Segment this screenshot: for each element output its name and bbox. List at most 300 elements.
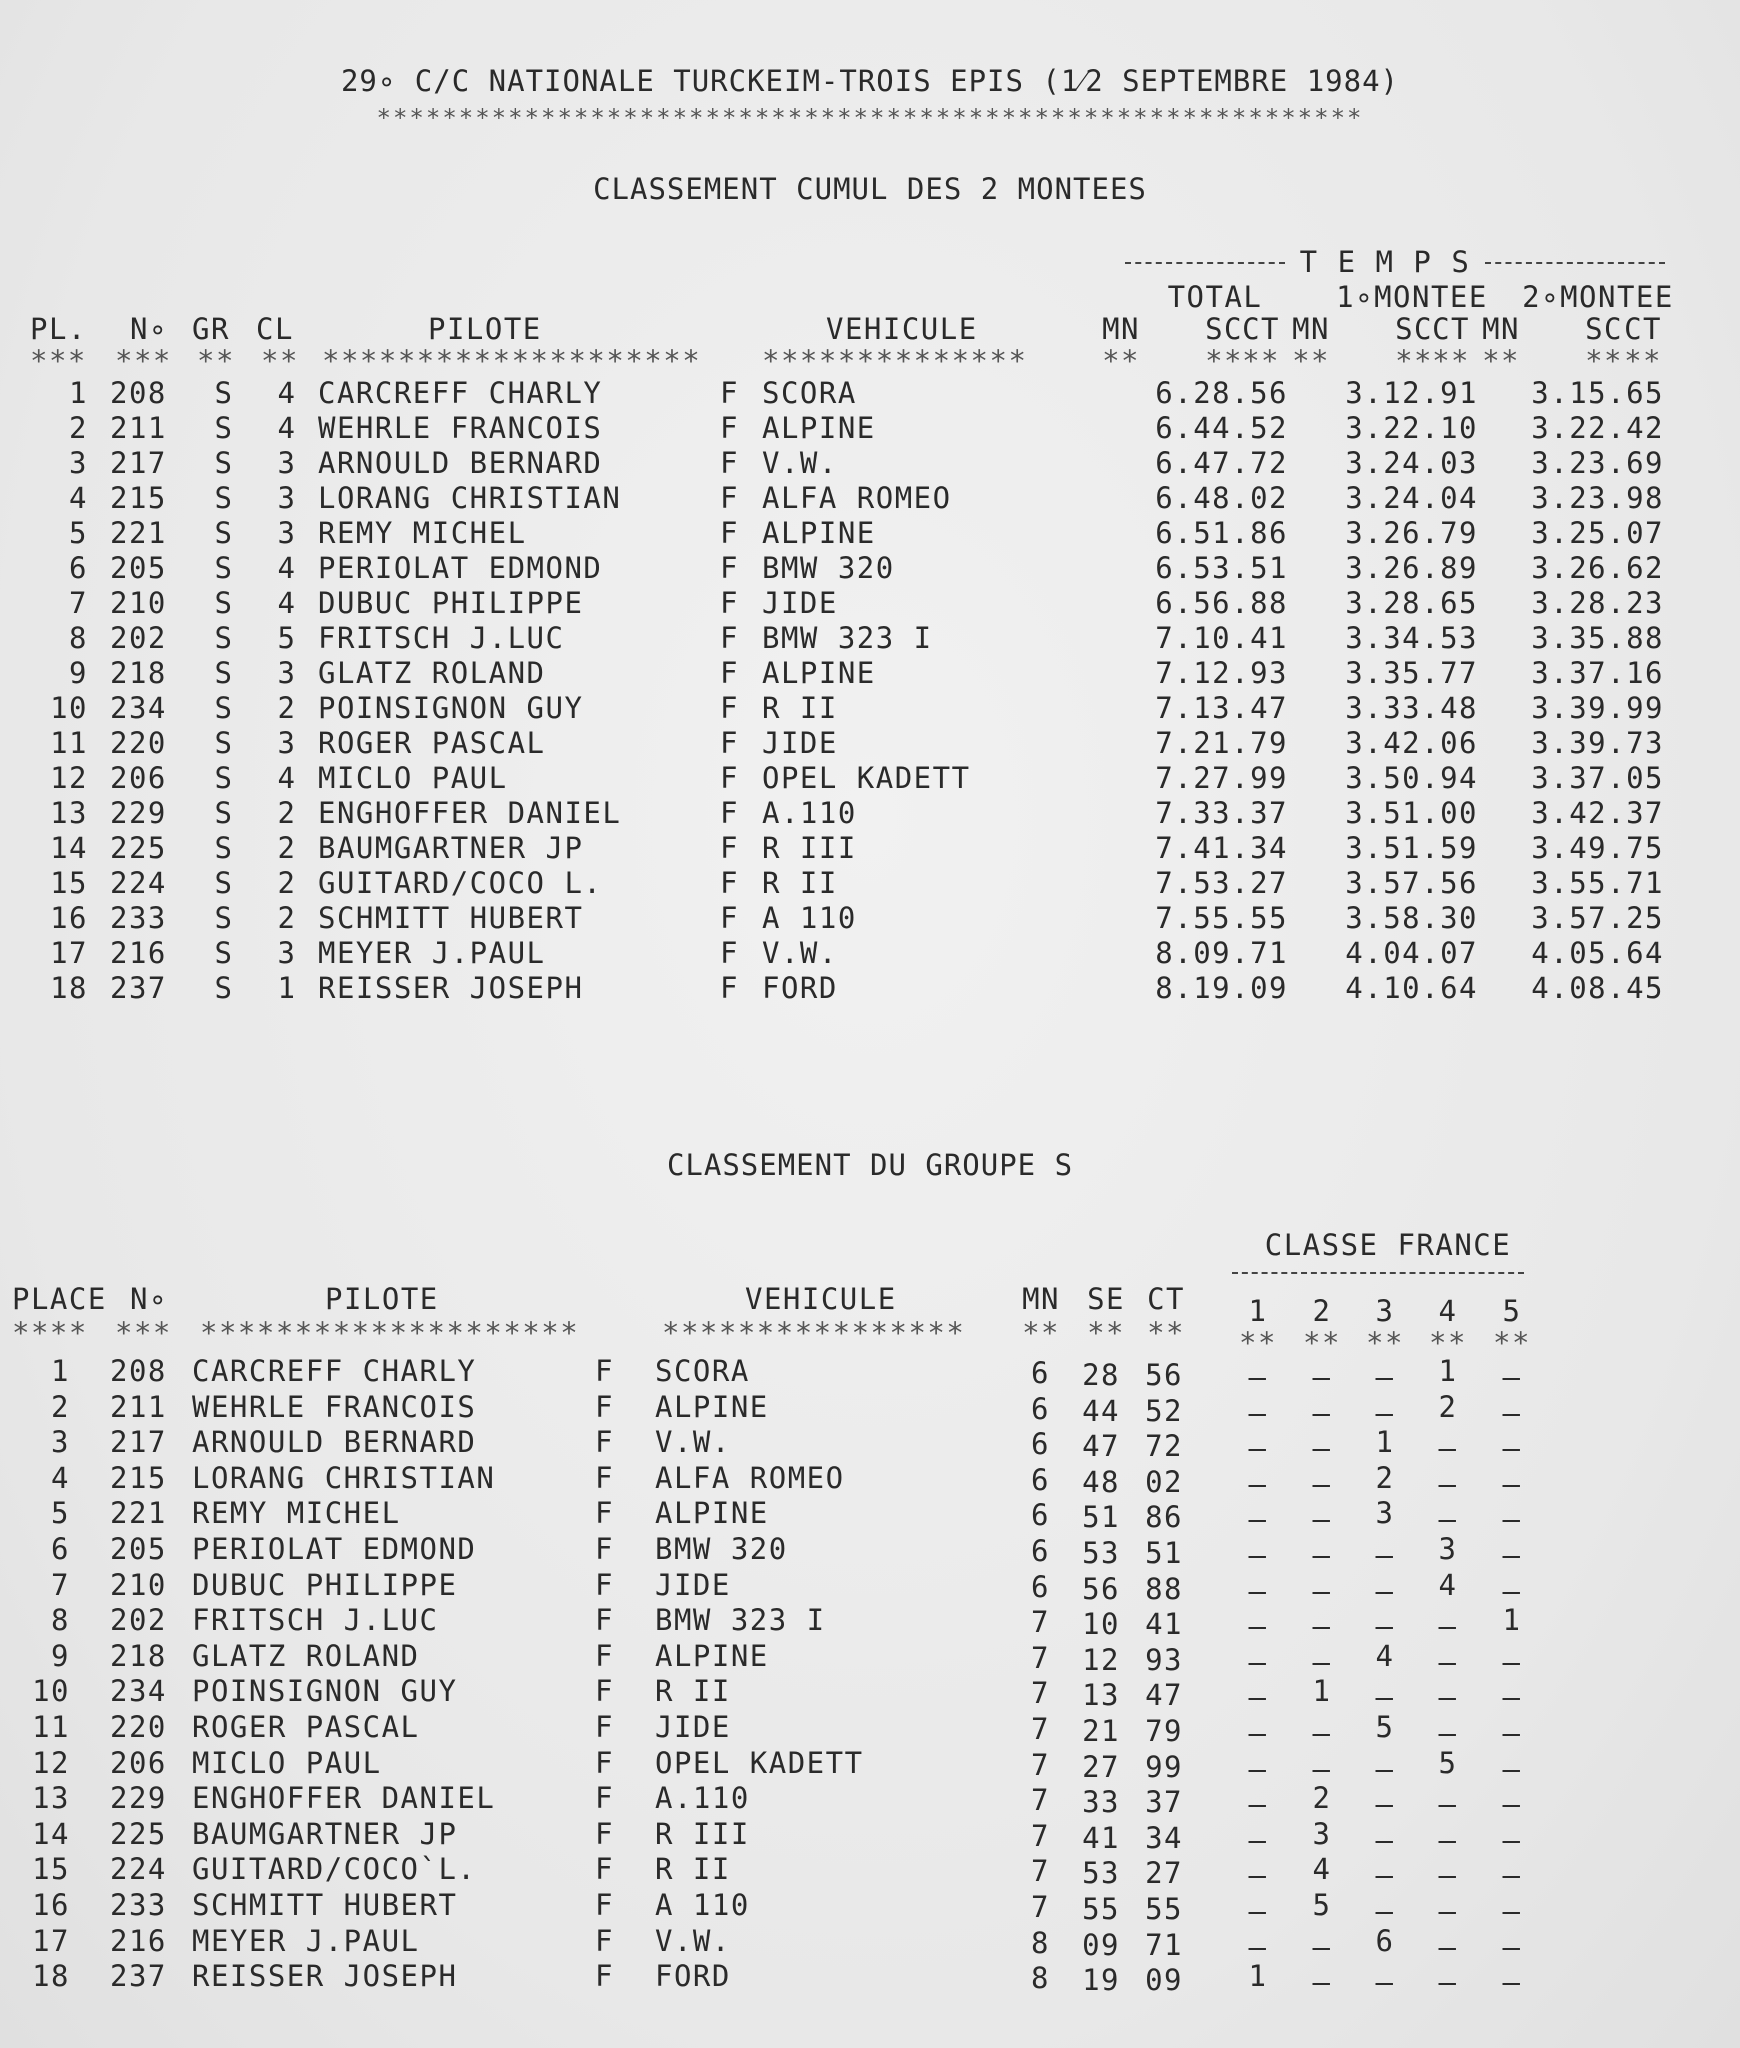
row-class-1: – bbox=[1248, 1538, 1268, 1572]
row-number: 206 bbox=[110, 1745, 167, 1780]
row-vehicule: R II bbox=[762, 866, 838, 900]
row-class: 4 bbox=[277, 761, 297, 795]
row-montee1-time: 3.35.77 bbox=[1345, 656, 1478, 690]
row-nationality: F bbox=[595, 1638, 614, 1673]
row-place: 13 bbox=[50, 796, 88, 830]
row-class-3: – bbox=[1375, 1360, 1395, 1394]
row-vehicule: R II bbox=[655, 1674, 731, 1709]
row-class-3: 6 bbox=[1375, 1923, 1395, 1958]
row-class-4: – bbox=[1438, 1858, 1458, 1893]
row-group: S bbox=[214, 446, 234, 480]
row-place: 12 bbox=[50, 761, 88, 795]
row-number: 237 bbox=[110, 1959, 167, 1994]
row-pilote: BAUMGARTNER JP bbox=[192, 1816, 458, 1851]
row-vehicule: R III bbox=[762, 831, 857, 865]
stars-place: **** bbox=[12, 1316, 88, 1350]
row-group: S bbox=[214, 726, 234, 760]
row-hundredths: 34 bbox=[1145, 1820, 1183, 1855]
row-nationality: F bbox=[720, 901, 739, 935]
row-total-time: 6.44.52 bbox=[1155, 411, 1288, 445]
row-minutes: 6 bbox=[1031, 1356, 1050, 1390]
row-montee1-time: 3.24.04 bbox=[1345, 481, 1478, 515]
row-total-time: 7.53.27 bbox=[1155, 866, 1288, 900]
header-vehicule: VEHICULE bbox=[745, 1282, 897, 1316]
header-cl: CL bbox=[256, 312, 294, 346]
row-group: S bbox=[214, 621, 234, 655]
row-hundredths: 52 bbox=[1145, 1393, 1183, 1428]
row-hundredths: 27 bbox=[1145, 1856, 1183, 1891]
row-class-1: – bbox=[1248, 1822, 1268, 1857]
row-class-1: – bbox=[1248, 1466, 1268, 1501]
row-number: 217 bbox=[110, 446, 167, 480]
row-place: 17 bbox=[32, 1923, 70, 1958]
row-montee2-time: 3.28.23 bbox=[1531, 586, 1664, 620]
row-pilote: REMY MICHEL bbox=[192, 1496, 401, 1531]
row-montee2-time: 3.57.25 bbox=[1531, 901, 1664, 935]
row-class-4: – bbox=[1438, 1431, 1458, 1466]
row-vehicule: R II bbox=[655, 1852, 731, 1887]
row-class-5: – bbox=[1502, 1395, 1522, 1430]
row-group: S bbox=[214, 691, 234, 725]
row-class: 2 bbox=[277, 691, 297, 725]
row-nationality: F bbox=[720, 656, 739, 690]
row-place: 8 bbox=[51, 1603, 70, 1638]
row-number: 218 bbox=[110, 1638, 167, 1673]
row-class-1: 1 bbox=[1248, 1959, 1268, 1994]
row-group: S bbox=[214, 656, 234, 690]
row-montee1-time: 3.58.30 bbox=[1345, 901, 1478, 935]
row-pilote: GUITARD/COCO L. bbox=[318, 866, 603, 900]
row-seconds: 53 bbox=[1082, 1856, 1120, 1891]
header-pilote: PILOTE bbox=[428, 312, 542, 346]
row-class-2: 2 bbox=[1312, 1781, 1332, 1816]
row-class-5: 1 bbox=[1502, 1603, 1522, 1638]
row-number: 202 bbox=[110, 621, 167, 655]
row-class-2: – bbox=[1312, 1360, 1332, 1394]
row-place: 6 bbox=[51, 1532, 70, 1566]
row-vehicule: A.110 bbox=[655, 1781, 750, 1816]
row-place: 10 bbox=[50, 691, 88, 725]
row-class-1: – bbox=[1248, 1716, 1268, 1750]
row-number: 210 bbox=[110, 586, 167, 620]
row-nationality: F bbox=[595, 1425, 614, 1460]
header-pilote: PILOTE bbox=[325, 1282, 439, 1316]
row-class-5: – bbox=[1502, 1787, 1522, 1822]
row-seconds: 10 bbox=[1082, 1607, 1120, 1642]
row-class-4: – bbox=[1438, 1787, 1458, 1822]
row-group: S bbox=[214, 516, 234, 550]
row-montee2-time: 4.05.64 bbox=[1531, 936, 1664, 970]
row-vehicule: V.W. bbox=[762, 446, 838, 480]
row-pilote: PERIOLAT EDMOND bbox=[318, 551, 603, 585]
row-number: 220 bbox=[110, 1710, 167, 1744]
row-number: 202 bbox=[110, 1603, 167, 1638]
row-vehicule: JIDE bbox=[655, 1567, 731, 1602]
row-montee2-time: 3.37.05 bbox=[1531, 761, 1664, 795]
header-total-mn: MN bbox=[1102, 312, 1140, 346]
row-class-2: 4 bbox=[1312, 1852, 1332, 1887]
row-pilote: ROGER PASCAL bbox=[192, 1710, 420, 1744]
stars-pl: *** bbox=[30, 344, 87, 378]
row-class-2: – bbox=[1312, 1538, 1332, 1572]
stars-vehicule: **************** bbox=[662, 1316, 966, 1350]
header-m2-sc: SC bbox=[1585, 312, 1623, 346]
row-nationality: F bbox=[595, 1567, 614, 1602]
stars-vehicule: ************** bbox=[762, 344, 1028, 378]
row-nationality: F bbox=[720, 411, 739, 445]
title-underline-stars: ************************************************************ bbox=[376, 104, 1364, 132]
row-class-5: – bbox=[1502, 1894, 1522, 1928]
row-minutes: 7 bbox=[1031, 1747, 1050, 1782]
row-seconds: 44 bbox=[1082, 1393, 1120, 1428]
row-number: 211 bbox=[110, 411, 167, 445]
row-montee2-time: 3.23.69 bbox=[1531, 446, 1664, 480]
row-pilote: SCHMITT HUBERT bbox=[318, 901, 584, 935]
header-m1-ct: CT bbox=[1432, 312, 1470, 346]
row-number: 216 bbox=[110, 1923, 167, 1958]
row-pilote: CARCREFF CHARLY bbox=[318, 376, 603, 410]
row-class-5: – bbox=[1502, 1573, 1522, 1608]
row-hundredths: 37 bbox=[1145, 1785, 1183, 1820]
row-class-1: – bbox=[1248, 1680, 1268, 1715]
row-place: 12 bbox=[32, 1745, 70, 1780]
row-number: 210 bbox=[110, 1567, 167, 1602]
row-pilote: CARCREFF CHARLY bbox=[192, 1354, 477, 1388]
row-class-4: 3 bbox=[1438, 1532, 1458, 1566]
row-minutes: 7 bbox=[1031, 1676, 1050, 1711]
row-group: S bbox=[214, 551, 234, 585]
row-seconds: 33 bbox=[1082, 1785, 1120, 1820]
row-nationality: F bbox=[595, 1354, 614, 1388]
row-pilote: DUBUC PHILIPPE bbox=[318, 586, 584, 620]
row-nationality: F bbox=[595, 1745, 614, 1780]
row-class-4: – bbox=[1438, 1965, 1458, 2000]
header-total-sc: SC bbox=[1205, 312, 1243, 346]
row-place: 14 bbox=[50, 831, 88, 865]
row-place: 3 bbox=[51, 1425, 70, 1460]
row-vehicule: ALPINE bbox=[655, 1496, 769, 1531]
row-pilote: ENGHOFFER DANIEL bbox=[318, 796, 622, 830]
stars-m2-sc: ** bbox=[1585, 344, 1623, 378]
temps-label: T E M P S bbox=[1299, 245, 1471, 279]
row-class: 2 bbox=[277, 831, 297, 865]
row-nationality: F bbox=[595, 1959, 614, 1994]
row-vehicule: ALPINE bbox=[762, 656, 876, 690]
row-nationality: F bbox=[720, 971, 739, 1005]
row-pilote: WEHRLE FRANCOIS bbox=[192, 1389, 477, 1424]
row-hundredths: 09 bbox=[1145, 1963, 1183, 1998]
row-pilote: WEHRLE FRANCOIS bbox=[318, 411, 603, 445]
row-number: 221 bbox=[110, 1496, 167, 1531]
row-minutes: 6 bbox=[1031, 1498, 1050, 1533]
row-class-5: – bbox=[1502, 1716, 1522, 1750]
row-class: 1 bbox=[277, 971, 297, 1005]
row-nationality: F bbox=[595, 1888, 614, 1922]
row-pilote: MICLO PAUL bbox=[192, 1745, 382, 1780]
row-hundredths: 79 bbox=[1145, 1714, 1183, 1748]
row-montee2-time: 3.22.42 bbox=[1531, 411, 1664, 445]
row-class-1: – bbox=[1248, 1858, 1268, 1893]
header-no: N∘ bbox=[130, 1282, 168, 1316]
row-class-5: – bbox=[1502, 1751, 1522, 1786]
row-seconds: 12 bbox=[1082, 1642, 1120, 1677]
row-number: 217 bbox=[110, 1425, 167, 1460]
row-class-3: 3 bbox=[1375, 1496, 1395, 1531]
stars-class-2: ** bbox=[1303, 1326, 1341, 1360]
row-pilote: BAUMGARTNER JP bbox=[318, 831, 584, 865]
row-total-time: 7.13.47 bbox=[1155, 691, 1288, 725]
row-number: 206 bbox=[110, 761, 167, 795]
row-class-5: – bbox=[1502, 1431, 1522, 1466]
row-vehicule: BMW 320 bbox=[762, 551, 895, 585]
row-vehicule: FORD bbox=[762, 971, 838, 1005]
row-pilote: FRITSCH J.LUC bbox=[318, 621, 565, 655]
row-minutes: 7 bbox=[1031, 1890, 1050, 1924]
row-vehicule: V.W. bbox=[762, 936, 838, 970]
row-montee1-time: 3.42.06 bbox=[1345, 726, 1478, 760]
temps-rule-left bbox=[1125, 262, 1285, 264]
row-group: S bbox=[214, 901, 234, 935]
row-place: 15 bbox=[50, 866, 88, 900]
row-nationality: F bbox=[720, 481, 739, 515]
row-place: 9 bbox=[69, 656, 88, 690]
row-place: 16 bbox=[32, 1888, 70, 1922]
row-class-1: – bbox=[1248, 1502, 1268, 1537]
row-class-5: – bbox=[1502, 1929, 1522, 1964]
row-vehicule: ALPINE bbox=[762, 516, 876, 550]
header-class-4: 4 bbox=[1438, 1294, 1458, 1328]
row-seconds: 28 bbox=[1082, 1358, 1120, 1392]
row-class-3: 4 bbox=[1375, 1638, 1395, 1673]
row-number: 205 bbox=[110, 551, 167, 585]
row-number: 234 bbox=[110, 1674, 167, 1709]
row-pilote: ARNOULD BERNARD bbox=[192, 1425, 477, 1460]
row-montee2-time: 3.39.99 bbox=[1531, 691, 1664, 725]
row-montee1-time: 3.33.48 bbox=[1345, 691, 1478, 725]
row-number: 211 bbox=[110, 1389, 167, 1424]
row-class: 2 bbox=[277, 901, 297, 935]
row-seconds: 56 bbox=[1082, 1571, 1120, 1606]
stars-m1-sc: ** bbox=[1395, 344, 1433, 378]
row-montee1-time: 3.57.56 bbox=[1345, 866, 1478, 900]
row-place: 4 bbox=[69, 481, 88, 515]
row-class-4: – bbox=[1438, 1894, 1458, 1928]
stars-pilote: ******************** bbox=[200, 1316, 580, 1350]
row-seconds: 27 bbox=[1082, 1749, 1120, 1784]
row-montee2-time: 3.15.65 bbox=[1531, 376, 1664, 410]
row-class-2: 5 bbox=[1312, 1888, 1332, 1922]
row-hundredths: 99 bbox=[1145, 1749, 1183, 1784]
row-class-1: – bbox=[1248, 1395, 1268, 1430]
row-class: 4 bbox=[277, 551, 297, 585]
row-number: 221 bbox=[110, 516, 167, 550]
row-vehicule: OPEL KADETT bbox=[655, 1745, 864, 1780]
row-hundredths: 72 bbox=[1145, 1429, 1183, 1464]
row-pilote: REISSER JOSEPH bbox=[318, 971, 584, 1005]
total-label: TOTAL bbox=[1167, 280, 1263, 314]
row-number: 225 bbox=[110, 1816, 167, 1851]
row-number: 224 bbox=[110, 866, 167, 900]
row-vehicule: ALFA ROMEO bbox=[655, 1460, 845, 1495]
montee2-label: 2∘MONTEE bbox=[1522, 280, 1674, 314]
row-nationality: F bbox=[720, 761, 739, 795]
row-group: S bbox=[214, 761, 234, 795]
row-class-4: – bbox=[1438, 1609, 1458, 1644]
row-vehicule: BMW 320 bbox=[655, 1532, 788, 1566]
row-class-1: – bbox=[1248, 1609, 1268, 1644]
row-vehicule: V.W. bbox=[655, 1425, 731, 1460]
row-class: 2 bbox=[277, 796, 297, 830]
row-hundredths: 47 bbox=[1145, 1678, 1183, 1713]
row-vehicule: ALFA ROMEO bbox=[762, 481, 952, 515]
row-group: S bbox=[214, 831, 234, 865]
row-hundredths: 56 bbox=[1145, 1358, 1183, 1392]
header-mn: MN bbox=[1022, 1282, 1060, 1316]
row-nationality: F bbox=[595, 1496, 614, 1531]
row-pilote: LORANG CHRISTIAN bbox=[192, 1460, 496, 1495]
row-class: 3 bbox=[277, 446, 297, 480]
row-montee1-time: 3.51.00 bbox=[1345, 796, 1478, 830]
row-place: 8 bbox=[69, 621, 88, 655]
row-pilote: ROGER PASCAL bbox=[318, 726, 546, 760]
row-total-time: 8.19.09 bbox=[1155, 971, 1288, 1005]
row-class-4: 2 bbox=[1438, 1389, 1458, 1424]
header-pl: PL. bbox=[30, 312, 87, 346]
row-class-3: – bbox=[1375, 1680, 1395, 1715]
section2-title: CLASSEMENT DU GROUPE S bbox=[666, 1148, 1074, 1182]
row-place: 18 bbox=[50, 971, 88, 1005]
row-class-3: – bbox=[1375, 1822, 1395, 1857]
row-seconds: 55 bbox=[1082, 1892, 1120, 1926]
row-nationality: F bbox=[720, 866, 739, 900]
stars-no: *** bbox=[115, 1316, 172, 1350]
row-nationality: F bbox=[595, 1674, 614, 1709]
row-number: 234 bbox=[110, 691, 167, 725]
row-montee2-time: 3.26.62 bbox=[1531, 551, 1664, 585]
row-montee1-time: 3.50.94 bbox=[1345, 761, 1478, 795]
row-number: 225 bbox=[110, 831, 167, 865]
row-pilote: DUBUC PHILIPPE bbox=[192, 1567, 458, 1602]
row-pilote: PERIOLAT EDMOND bbox=[192, 1532, 477, 1566]
row-class: 3 bbox=[277, 726, 297, 760]
row-nationality: F bbox=[720, 691, 739, 725]
row-hundredths: 51 bbox=[1145, 1536, 1183, 1570]
header-m1-sc: SC bbox=[1395, 312, 1433, 346]
row-nationality: F bbox=[720, 621, 739, 655]
row-place: 3 bbox=[69, 446, 88, 480]
row-nationality: F bbox=[720, 551, 739, 585]
temps-rule-right bbox=[1485, 262, 1665, 264]
classe-france-label: CLASSE FRANCE bbox=[1264, 1228, 1512, 1262]
row-vehicule: SCORA bbox=[655, 1354, 750, 1388]
row-group: S bbox=[214, 411, 234, 445]
row-class-4: – bbox=[1438, 1502, 1458, 1537]
row-class-4: – bbox=[1438, 1644, 1458, 1679]
row-place: 7 bbox=[69, 586, 88, 620]
row-place: 11 bbox=[32, 1710, 70, 1744]
header-m2-ct: CT bbox=[1624, 312, 1662, 346]
row-class-3: 2 bbox=[1375, 1460, 1395, 1495]
header-m2-mn: MN bbox=[1482, 312, 1520, 346]
row-class-3: – bbox=[1375, 1573, 1395, 1608]
row-seconds: 13 bbox=[1082, 1678, 1120, 1713]
row-class-5: – bbox=[1502, 1644, 1522, 1679]
document-title: 29∘ C/C NATIONALE TURCKEIM-TROIS EPIS (1⁄2 SEPTEMBRE 1984) bbox=[340, 64, 1400, 98]
row-group: S bbox=[214, 866, 234, 900]
header-se: SE bbox=[1087, 1282, 1125, 1316]
row-place: 4 bbox=[51, 1460, 70, 1495]
row-nationality: F bbox=[595, 1816, 614, 1851]
row-class-3: – bbox=[1375, 1395, 1395, 1430]
row-place: 5 bbox=[51, 1496, 70, 1531]
row-vehicule: BMW 323 I bbox=[762, 621, 933, 655]
row-vehicule: A.110 bbox=[762, 796, 857, 830]
row-place: 14 bbox=[32, 1816, 70, 1851]
row-pilote: GLATZ ROLAND bbox=[318, 656, 546, 690]
row-montee1-time: 3.26.79 bbox=[1345, 516, 1478, 550]
row-total-time: 6.47.72 bbox=[1155, 446, 1288, 480]
row-montee1-time: 4.04.07 bbox=[1345, 936, 1478, 970]
row-number: 237 bbox=[110, 971, 167, 1005]
row-class-2: 3 bbox=[1312, 1816, 1332, 1851]
stars-total-sc: ** bbox=[1205, 344, 1243, 378]
row-place: 10 bbox=[32, 1674, 70, 1709]
header-place: PLACE bbox=[12, 1282, 107, 1316]
row-class-2: – bbox=[1312, 1395, 1332, 1430]
row-class-1: – bbox=[1248, 1644, 1268, 1679]
row-nationality: F bbox=[720, 376, 739, 410]
row-vehicule: ALPINE bbox=[655, 1638, 769, 1673]
row-group: S bbox=[214, 971, 234, 1005]
row-hundredths: 86 bbox=[1145, 1500, 1183, 1535]
row-class: 3 bbox=[277, 656, 297, 690]
header-class-3: 3 bbox=[1375, 1294, 1395, 1328]
stars-m1-ct: ** bbox=[1432, 344, 1470, 378]
row-class-2: – bbox=[1312, 1609, 1332, 1644]
montee1-label: 1∘MONTEE bbox=[1336, 280, 1488, 314]
row-class-4: – bbox=[1438, 1716, 1458, 1750]
row-total-time: 8.09.71 bbox=[1155, 936, 1288, 970]
row-nationality: F bbox=[720, 446, 739, 480]
row-class-5: – bbox=[1502, 1680, 1522, 1715]
row-vehicule: JIDE bbox=[655, 1710, 731, 1744]
row-minutes: 6 bbox=[1031, 1534, 1050, 1568]
row-pilote: SCHMITT HUBERT bbox=[192, 1888, 458, 1922]
row-class-4: – bbox=[1438, 1822, 1458, 1857]
row-number: 229 bbox=[110, 796, 167, 830]
stars-class-5: ** bbox=[1493, 1326, 1531, 1360]
row-vehicule: BMW 323 I bbox=[655, 1603, 826, 1638]
row-class-1: – bbox=[1248, 1894, 1268, 1928]
row-number: 218 bbox=[110, 656, 167, 690]
row-pilote: POINSIGNON GUY bbox=[192, 1674, 458, 1709]
row-total-time: 6.28.56 bbox=[1155, 376, 1288, 410]
row-seconds: 09 bbox=[1082, 1927, 1120, 1962]
row-class-5: – bbox=[1502, 1502, 1522, 1537]
row-class-1: – bbox=[1248, 1360, 1268, 1394]
row-nationality: F bbox=[720, 796, 739, 830]
row-class: 5 bbox=[277, 621, 297, 655]
row-class-4: – bbox=[1438, 1466, 1458, 1501]
row-total-time: 6.56.88 bbox=[1155, 586, 1288, 620]
row-place: 5 bbox=[69, 516, 88, 550]
row-seconds: 48 bbox=[1082, 1464, 1120, 1499]
row-nationality: F bbox=[595, 1532, 614, 1566]
row-class-1: – bbox=[1248, 1787, 1268, 1822]
row-class-2: – bbox=[1312, 1431, 1332, 1466]
row-nationality: F bbox=[595, 1460, 614, 1495]
row-minutes: 8 bbox=[1031, 1925, 1050, 1960]
